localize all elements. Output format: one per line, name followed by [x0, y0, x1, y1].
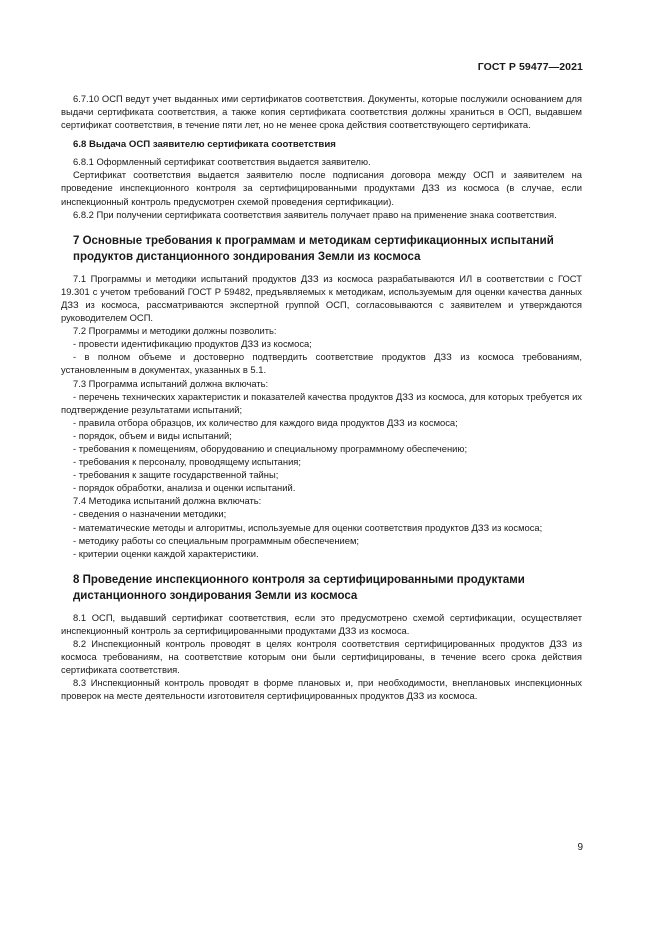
paragraph-6-8-2: 6.8.2 При получении сертификата соответствия заявитель получает право на применение знака соответствия.: [73, 208, 557, 220]
paragraph-8-3: 8.3 Инспекционный контроль проводят в форме плановых и, при необходимости, внеплановых инспекционных проверок на месте деятельности изготовителя сертифицированных продуктов ДЗЗ из космоса.: [61, 677, 582, 702]
paragraph-7-2: 7.2 Программы и методики должны позволить:: [73, 325, 277, 337]
section-7-title: 7 Основные требования к программам и методикам сертификационных испытаний продуктов дистанционного зондирования Земли из космоса: [73, 234, 554, 263]
list-item: - сведения о назначении методики;: [73, 508, 227, 520]
list-item: - требования к персоналу, проводящему испытания;: [73, 456, 301, 468]
paragraph-7-4: 7.4 Методика испытаний должна включать:: [73, 495, 262, 507]
heading-6-8: 6.8 Выдача ОСП заявителю сертификата соответствия: [73, 139, 336, 151]
list-item: - порядок обработки, анализа и оценки испытаний.: [73, 482, 296, 494]
list-item: - критерии оценки каждой характеристики.: [73, 547, 259, 559]
list-item: - математические методы и алгоритмы, используемые для оценки соответствия продуктов ДЗЗ из космоса;: [73, 521, 543, 533]
paragraph-8-1: 8.1 ОСП, выдавший сертификат соответствия, если это предусмотрено схемой сертификации, осуществляет инспекционный контроль за сертифицированными продуктами ДЗЗ из космоса.: [61, 611, 582, 636]
paragraph-6-7-10: 6.7.10 ОСП ведут учет выданных ими сертификатов соответствия. Документы, которые послужили основанием для выдачи сертификата соответствия, а также копия сертификата соответствия должны храниться в ОСП, выдавшем сертификат соответствия, в течение пяти лет, но не менее срока действия соответствующего сертификата.: [61, 93, 582, 131]
paragraph-6-8-1: 6.8.1 Оформленный сертификат соответствия выдается заявителю.: [73, 156, 371, 168]
paragraph-8-2: 8.2 Инспекционный контроль проводят в целях контроля соответствия сертифицированных продуктов ДЗЗ из космоса требованиям, на соответствие которым они были сертифицированы, в течение всего срока действия сертификата соответствия.: [61, 638, 582, 676]
list-item: - перечень технических характеристик и показателей качества продуктов ДЗЗ из космоса, для которых требуется их подтверждение результатами испытаний;: [61, 390, 582, 415]
list-item: - методику работы со специальным программным обеспечением;: [73, 534, 359, 546]
paragraph-7-3: 7.3 Программа испытаний должна включать:: [73, 377, 269, 389]
list-item: - порядок, объем и виды испытаний;: [73, 429, 232, 441]
paragraph-6-8-1-cont: Сертификат соответствия выдается заявителю после подписания договора между ОСП и заявителем на проведение инспекционного контроля за сертифицированными продуктами ДЗЗ из космоса (в случае, если инспекционный контроль предусмотрен схемой проведения сертификации).: [61, 169, 582, 207]
document-code: ГОСТ Р 59477—2021: [477, 61, 583, 73]
list-item: - требования к помещениям, оборудованию и специальному программному обеспечению;: [73, 442, 468, 454]
section-8-title: 8 Проведение инспекционного контроля за сертифицированными продуктами дистанционного зондирования Земли из космоса: [73, 573, 525, 602]
document-body: [61, 92, 582, 702]
list-item: - требования к защите государственной тайны;: [73, 469, 279, 481]
paragraph-7-1: 7.1 Программы и методики испытаний продуктов ДЗЗ из космоса разрабатываются ИЛ в соответствии с ГОСТ 19.301 с учетом требований ГОСТ Р 59482, предъявляемых к методикам, используемым для оценки качества данных ДЗЗ из космоса, рассматриваются экспертной группой ОСП, согласовываются с заявителем и утверждаются руководителем ОСП.: [61, 272, 582, 324]
page-number: 9: [577, 842, 583, 853]
list-item: - провести идентификацию продуктов ДЗЗ из космоса;: [73, 338, 312, 350]
list-item: - в полном объеме и достоверно подтвердить соответствие продуктов ДЗЗ из космоса требованиям, установленным в документах, указанных в 5.1.: [61, 351, 582, 376]
list-item: - правила отбора образцов, их количество для каждого вида продуктов ДЗЗ из космоса;: [73, 416, 458, 428]
